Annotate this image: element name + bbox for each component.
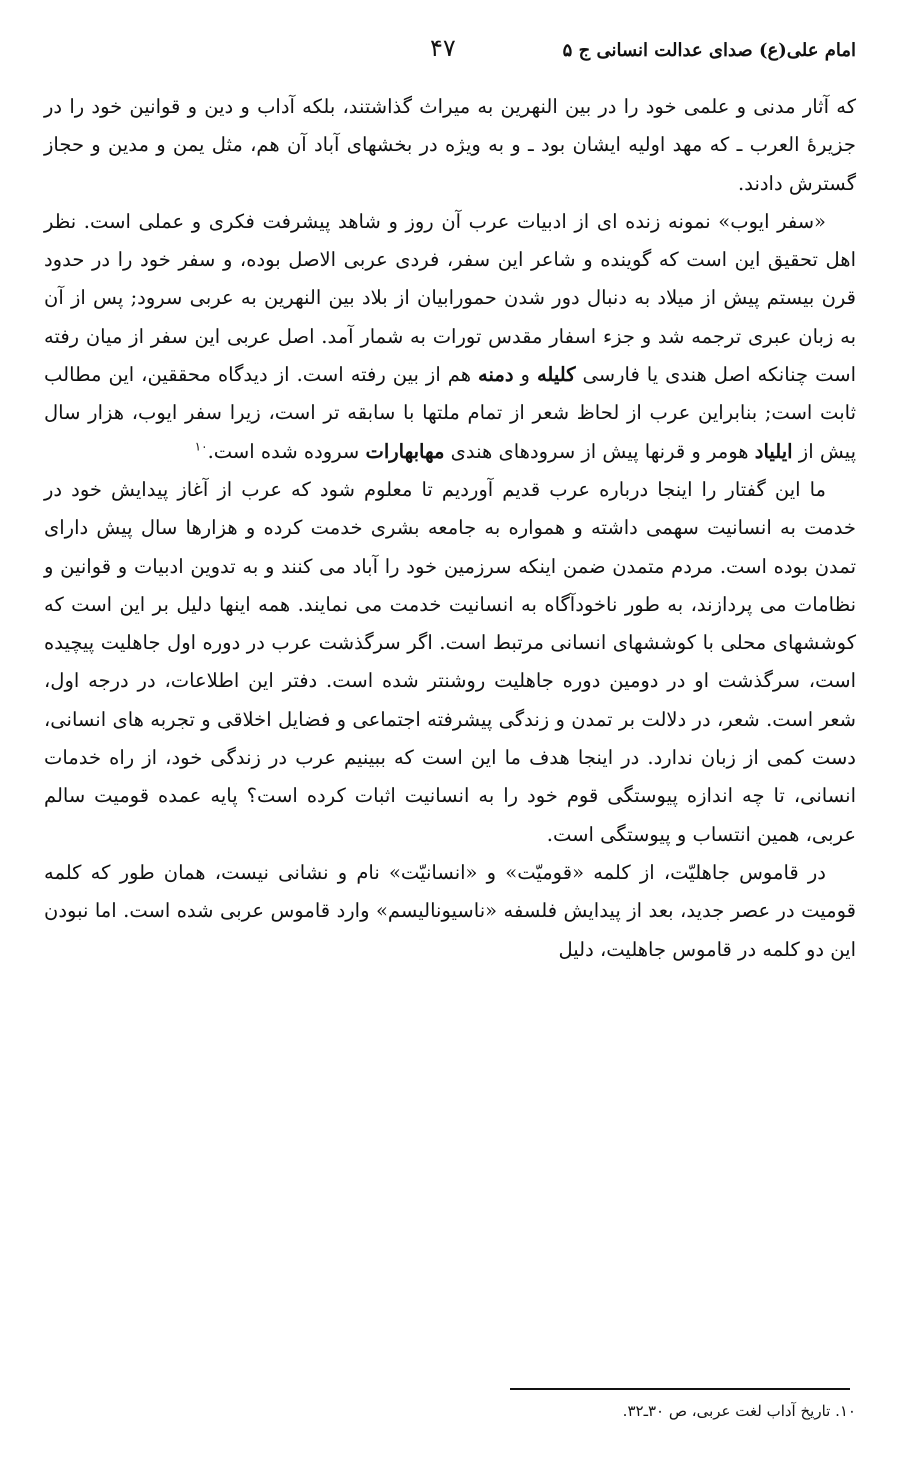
running-header (44, 34, 856, 70)
book-name-mahabharata: مهابهارات (365, 439, 445, 463)
paragraph-text: «سفر ایوب» نمونه زنده ای از ادبیات عرب آن روز و شاهد پیشرفت فکری و عملی است. نظر اهل تحقیق این است که گوینده و شاعر این سفر، فردی عربی الاصل بوده، و سفر خود را در حدود قرن بیستم پیش از میلاد به دنبال دور شدن حمورابیان از بلاد بین النهرین به عربی سرود; پس از آن به زبان عبری ترجمه شد و جزء اسفار مقدس تورات به شمار آمد. اصل عربی این سفر از میان رفته است چنانکه اصل هندی یا فارسی (44, 209, 856, 387)
main-text (44, 88, 856, 969)
book-title: امام علی(ع) صدای عدالت انسانی ج ۵ (562, 40, 856, 61)
book-name-iliad: ایلیاد (754, 439, 793, 463)
footnote-reference[interactable]: ۱۰ (194, 439, 208, 454)
paragraph-text: سروده شده است. (207, 439, 366, 463)
book-name-dimna: دمنه (478, 363, 514, 387)
paragraph-text: ما این گفتار را اینجا درباره عرب قدیم آوردیم تا معلوم شود که عرب از آغاز پیدایش خود در خدمت به انسانیت سهمی داشته و همواره به جامعه بشری خدمت کرده و هزارها سال پیش دارای تمدن بوده است. مردم متمدن ضمن اینکه سرزمین خود را آباد می کنند و به تدوین ادبیات و قوانین و نظامات می پردازند، به طور ناخودآگاه به انسانیت خدمت می نمایند. همه اینها دلیل بر این است که کوششهای محلی با کوششهای انسانی مرتبط است. اگر سرگذشت عرب در دوره اول جاهلیت پیچیده است، سرگذشت او در دومین دوره جاهلیت روشنتر شده است. دفتر این اطلاعات، در درجه اول، شعر است. شعر، در دلالت بر تمدن و زندگی پیشرفته اجتماعی و فضایل اخلاقی و تجربه های انسانی، دست کمی از زبان ندارد. در اینجا هدف ما این است که ببینیم عرب در زندگی خود، از راه خدمات انسانی، تا چه اندازه پیوستگی قوم خود را به انسانیت اثبات کرده است؟ پایه عمده قومیت سالم عربی، همین انتساب و پیوستگی است. (44, 477, 856, 846)
paragraph-text: هومر و قرنها پیش از سرودهای هندی (444, 439, 755, 463)
paragraph-text: که آثار مدنی و علمی خود را در بین النهرین به میراث گذاشتند، بلکه آداب و دین و قوانین خود را در جزیرهٔ العرب ـ که مهد اولیه ایشان بود ـ و به ویژه در بخشهای آباد آن هم، مثل یمن و مدین و حجاز گسترش دادند. (44, 95, 856, 195)
paragraph-text: در قاموس جاهلیّت، از کلمه «قومیّت» و «انسانیّت» نام و نشانی نیست، همان طور که کلمه قومیت در عصر جدید، بعد از پیدایش فلسفه «ناسیونالیسم» وارد قاموس عربی شده است. اما نبودن این دو کلمه در قاموس جاهلیت، دلیل (44, 860, 856, 961)
book-name-kalila: کلیله (536, 363, 576, 387)
paragraph-3 (44, 471, 856, 854)
footnote: ۱۰. تاریخ آداب لغت عربی، ص ۳۰ـ۳۲. (622, 1402, 856, 1420)
paragraph-text: و (513, 363, 537, 387)
paragraph-2 (44, 203, 856, 471)
paragraph-text: هم از بین رفته است. از دیدگاه محققین، این مطالب ثابت است; بنابراین عرب از لحاظ شعر از تمام ملتها با سابقه تر است، زیرا سفر ایوب، هزار سال پیش از (44, 363, 856, 463)
page-number: ۴۷ (430, 34, 456, 62)
paragraph-1 (44, 88, 856, 203)
paragraph-4 (44, 854, 856, 969)
footnote-divider (510, 1388, 850, 1390)
